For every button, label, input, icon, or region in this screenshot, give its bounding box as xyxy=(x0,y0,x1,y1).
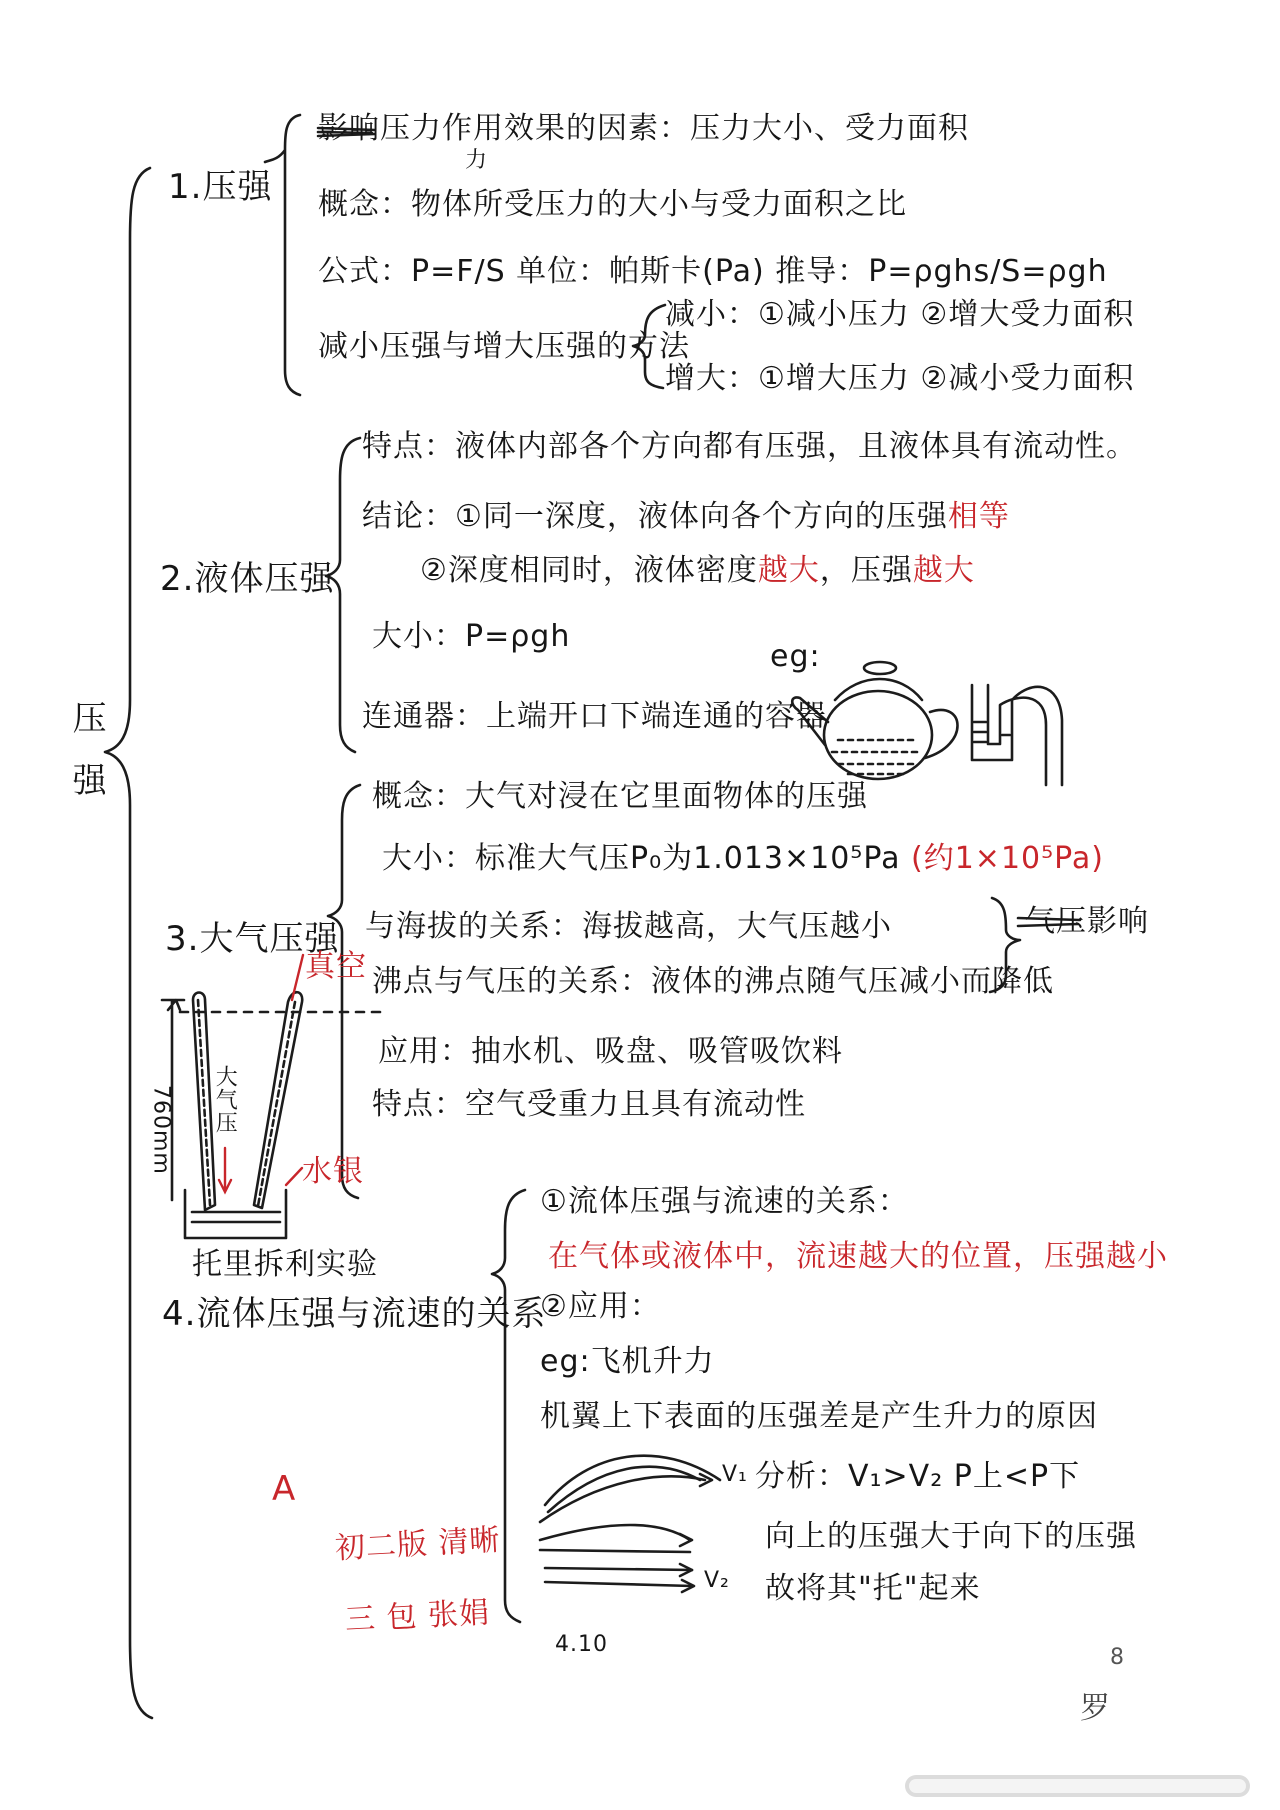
horizontal-scrollbar[interactable] xyxy=(905,1775,1250,1797)
u-tube-icon xyxy=(972,685,1062,785)
s4-up: 向上的压强大于向下的压强 xyxy=(765,1519,1137,1554)
s3-brace-note-text: 气压影响 xyxy=(1025,904,1149,939)
s3-altitude: 与海拔的关系：海拔越高，大气压越小 xyxy=(365,909,892,944)
section-2-title: 2.液体压强 xyxy=(160,559,335,599)
brace-s1 xyxy=(265,115,300,395)
s1-factors: 影响压力作用效果的因素：压力大小、受力面积 xyxy=(318,111,969,146)
s3-boiling: 沸点与气压的关系：液体的沸点随气压减小而降低 xyxy=(372,964,1054,999)
s4-item-1: ①流体压强与流速的关系： xyxy=(540,1184,909,1219)
s2-conclusion-1 xyxy=(362,500,1010,535)
scrollbar-thumb[interactable] xyxy=(909,1779,1246,1793)
s2-yue-da-2: 越大 xyxy=(912,553,975,588)
s2-connector: 连通器：上端开口下端连通的容器 xyxy=(362,699,827,734)
s3-brace-note xyxy=(1025,905,1149,940)
s4-v2: V₂ xyxy=(704,1568,730,1593)
s1-formula: 公式：P=F/S 单位：帕斯卡(Pa) 推导：P=ρghs/S=ρgh xyxy=(318,254,1108,289)
s3-approx: (约1×10⁵Pa) xyxy=(911,841,1104,876)
label-vacuum: 真空 xyxy=(305,949,367,984)
s4-lift: 故将其"托"起来 xyxy=(765,1571,981,1606)
corner-signature: 罗 xyxy=(1080,1691,1111,1726)
section-4-title: 4.流体压强与流速的关系 xyxy=(162,1294,547,1334)
s3-size xyxy=(382,842,1104,877)
s3-concept: 概念：大气对浸在它里面物体的压强 xyxy=(372,779,868,814)
s4-item-1-red: 在气体或液体中，流速越大的位置，压强越小 xyxy=(548,1239,1168,1274)
s2-conclusion-2a: ②深度相同时，液体密度 xyxy=(420,553,758,588)
s2-size: 大小：P=ρgh xyxy=(372,619,571,654)
margin-page-number: 4.10 xyxy=(555,1632,608,1657)
s2-conclusion-2 xyxy=(420,554,975,589)
label-atmospheric-pressure: 大气压 xyxy=(212,1065,238,1134)
label-mercury: 水银 xyxy=(302,1154,364,1189)
s2-conclusion-2b: ，压强 xyxy=(819,553,913,588)
s1-increase: 增大：①增大压力 ②减小受力面积 xyxy=(665,361,1135,396)
wing-airflow-sketch xyxy=(540,1456,720,1592)
brace-s3 xyxy=(328,785,360,1198)
margin-class-note: 三 包 张娟 xyxy=(344,1595,491,1638)
s2-conclusion-1-text: 结论：①同一深度，液体向各个方向的压强 xyxy=(362,499,948,534)
s4-eg: eg:飞机升力 xyxy=(540,1344,715,1379)
s3-application: 应用：抽水机、吸盘、吸管吸饮料 xyxy=(378,1034,843,1069)
s3-size-text: 大小：标准大气压P₀为1.013×10⁵Pa xyxy=(382,841,901,876)
s1-methods: 减小压强与增大压强的方法 xyxy=(318,329,690,364)
s2-yue-da-1: 越大 xyxy=(757,553,820,588)
s2-feature: 特点：液体内部各个方向都有压强，且液体具有流动性。 xyxy=(362,429,1137,464)
s1-concept: 概念：物体所受压力的大小与受力面积之比 xyxy=(318,187,907,222)
s4-reason: 机翼上下表面的压强差是产生升力的原因 xyxy=(540,1399,1098,1434)
s2-eg: eg: xyxy=(770,639,821,674)
corner-number: 8 xyxy=(1110,1645,1125,1670)
s4-analysis: 分析：V₁>V₂ P上<P下 xyxy=(755,1459,1081,1494)
margin-mark-a: A xyxy=(272,1469,297,1509)
s1-note-mark: 力 xyxy=(465,148,489,173)
label-760mm: 760mm xyxy=(148,1085,174,1175)
root-brace xyxy=(105,168,152,1718)
s4-item-2: ②应用： xyxy=(540,1289,661,1324)
root-title: 压强 xyxy=(66,700,107,824)
torricelli-caption: 托里拆利实验 xyxy=(192,1247,378,1282)
section-1-title: 1.压强 xyxy=(168,167,273,207)
s3-feature: 特点：空气受重力且具有流动性 xyxy=(372,1087,806,1122)
section-3-title: 3.大气压强 xyxy=(165,919,340,959)
s1-reduce: 减小：①减小压力 ②增大受力面积 xyxy=(665,297,1135,332)
s2-equal: 相等 xyxy=(947,499,1010,534)
margin-edition-note: 初二版 清晰 xyxy=(334,1522,502,1567)
s4-v1: V₁ xyxy=(722,1462,748,1487)
torricelli-apparatus-sketch xyxy=(162,955,380,1238)
